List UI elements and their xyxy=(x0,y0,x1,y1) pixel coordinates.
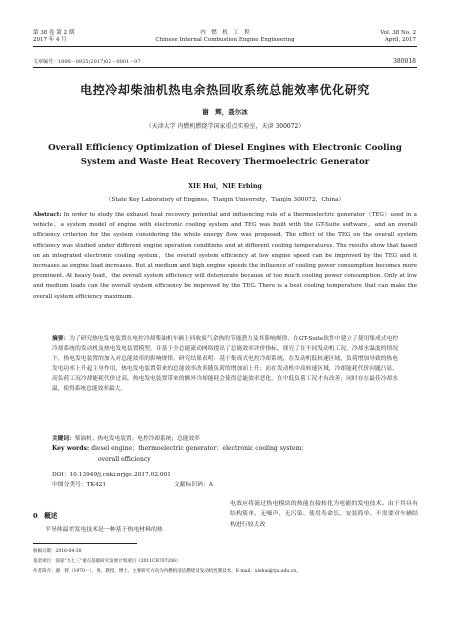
journal-date: 2017 年 4 月 xyxy=(33,37,67,43)
affiliation-cn: （天津大学 内燃机燃烧学国家重点实验室，天津 300072） xyxy=(145,123,305,130)
abstract-en-text: In order to study the exhaust heat recovery potential and influencing rule of a thermoelectric generator（TEG）used in a vehicle，a system model of engine with electronic cooling system and TEG was built with the GT-Suite software，and an overall efficiency criterion for the system considering the whole energy flow was proposed. The effect of the TEG on the overall system efficiency was studied under different engine operation conditions and at different cooling temperatures. The results show that based on an integrated electronic cooling system，the overall system efficiency at low engine speed can be improved by the TEG and it increases as engine load increases. But at medium and high engine speeds the influence of cooling power consumption becomes more prominent. At heavy load，the overall system efficiency will deteriorate because of too much cooling power consumption. Only at low and medium loads can the overall system efficiency be improved by the TEG. There is a best cooling temperature that can make the overall system efficiency maximum. xyxy=(33,212,417,300)
journal-volume-en-line1: Vol. 38 No. 2 xyxy=(380,30,416,36)
keywords-cn-text: 柴油机；热电发电装置；电控冷却系统；总能效率 xyxy=(74,436,200,442)
section-heading: 0 概述 xyxy=(33,512,58,520)
intro-left-column: 半导体温差发电技术是一种基于热电材料的热 xyxy=(45,527,163,533)
document-code: 文献标识码：A xyxy=(174,482,213,488)
keywords-en-label: Key words: xyxy=(52,445,90,452)
keywords-cn-label: 关键词： xyxy=(52,436,75,442)
abstract-en xyxy=(33,210,417,302)
authors-cn: 谢 辉，聂尔冰 xyxy=(202,108,248,116)
keywords-en-line2: overall efficiency xyxy=(98,455,151,463)
keywords-cn xyxy=(52,433,398,442)
keywords-en-line1: diesel engine；thermoelectric generator；electronic cooling system； xyxy=(89,445,308,452)
journal-volume-en-line2: April, 2017 xyxy=(384,37,416,43)
doi: DOI：10.13949/j.cnki.nrjgc.2017.02.001 xyxy=(52,472,171,478)
abstract-cn-label: 摘要： xyxy=(52,336,70,342)
article-number: 文章编号：1000－0925(2017)02－0001－07 xyxy=(33,59,141,65)
footnote-rule xyxy=(33,543,137,544)
journal-title-en: Chinese Internal Combustion Engine Engineering xyxy=(155,37,295,43)
intro-right-column: 电效应将流过热电模块的热能直接转化为电能的发电技术。由于其具有结构简单、无噪声、无污染、使用寿命长、安装简单、不需要对车辆结构进行较大改 xyxy=(230,501,418,528)
title-en xyxy=(40,141,410,169)
affiliation-en: （State Key Laboratory of Engines，Tianjin University，Tianjin 300072，China） xyxy=(105,197,345,203)
title-en-line2: System and Waste Heat Recovery Thermoelectric Generator xyxy=(80,157,370,167)
title-en-line1: Overall Efficiency Optimization of Diesel Engines with Electronic Cooling xyxy=(48,143,402,153)
journal-volume: 第 38 卷 第 2 期 xyxy=(33,30,75,36)
journal-volume-en xyxy=(380,30,416,44)
clc-number: 中图分类号：TK421 xyxy=(52,482,107,488)
page-id: 380018 xyxy=(393,58,416,65)
journal-title-cn: 内 燃 机 工 程 xyxy=(200,30,250,36)
header-rule xyxy=(33,46,417,47)
abstract-en-label: Abstract: xyxy=(33,212,62,218)
footnote-fund: 基金项目：国家"九七三"重点基础研究发展计划项目（2011CB707206） xyxy=(33,559,181,564)
footnote-author: 作者简介：谢 辉（1970－），男，教授，博士，主要研究方向为内燃机清洁燃烧及发动机控制技术，E-mail：xiehui@tju.edu.cn。 xyxy=(33,569,301,574)
title-cn: 电控冷却柴油机热电余热回收系统总能效率优化研究 xyxy=(80,83,370,97)
authors-en: XIE Hui，NIE Erbing xyxy=(188,183,262,190)
footnote-received: 收稿日期：2016-04-30 xyxy=(33,549,82,554)
meta-rule xyxy=(33,67,417,68)
keywords-en xyxy=(52,444,398,465)
abstract-cn-text: 为了研究热电发电装置在电控冷却柴油机车辆上回收废气余热的节能潜力及其影响规律，在GT-Suite软件中建立了使用集成式电控冷却系统的发动机及热电发电装置模型，并基于全总能流动网络提出了总能效率评价指标，探究了在不同发动机工况、冷却水温度的情况下，热电发电装置的加入对总能效率的影响规律。研究结果表明：基于集成式电控冷却系统，在发动机低转速区域，负荷增加导致的热电发电功率上升起主导作用，热电发电装置带来的总能效率改善随负荷的增加而上升；而在发动机中高转速区域，冷却能耗代价问题凸显，高负荷工况冷却能耗代价过高，热电发电装置带来的额外冷却能耗会使得总能效率恶化，在中低负荷工况才有改善；同时存在最佳冷却水温，使得系统总能效率最大。 xyxy=(52,336,399,393)
abstract-cn xyxy=(52,334,398,395)
